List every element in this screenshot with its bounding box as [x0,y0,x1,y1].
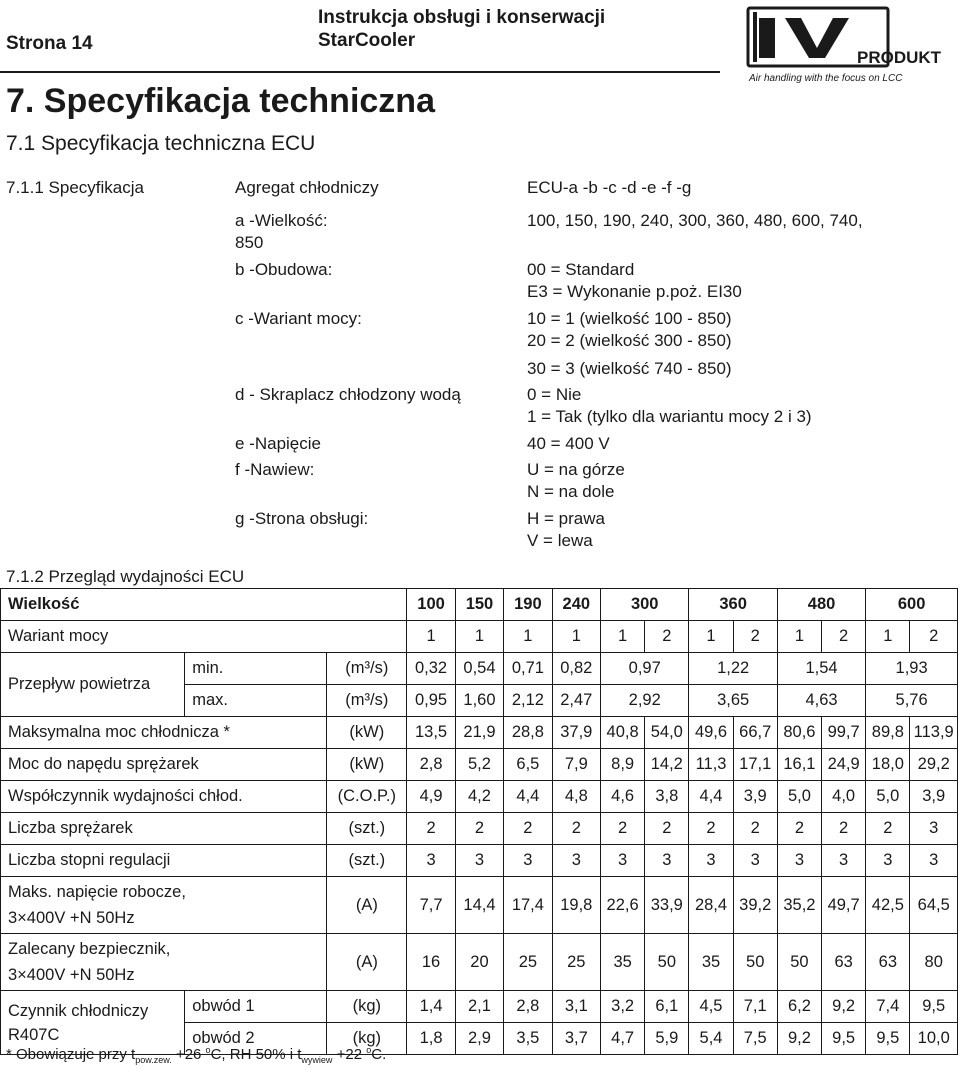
row-value: 63 [822,934,866,991]
refrigerant-label-line2: R407C [8,1025,60,1044]
row-value: 21,9 [455,717,503,749]
row-value: 80,6 [777,717,821,749]
row-value: 3 [910,813,958,845]
document-title-line1: Instrukcja obsługi i konserwacji [318,7,606,28]
row-label [1,934,327,991]
variant-value: 2 [645,621,689,653]
row-value: 2 [601,813,645,845]
table-row [1,845,958,877]
row-label-line1: Zalecany bezpiecznik, [8,940,171,958]
variant-label: Wariant mocy [1,621,407,653]
airflow-max-value: 2,92 [601,685,689,717]
row-value: 3 [689,845,733,877]
row-unit: (A) [327,934,407,991]
row-value: 39,2 [733,877,777,934]
airflow-min-value: 1,54 [777,653,865,685]
row-value: 28,4 [689,877,733,934]
row-value: 17,4 [504,877,552,934]
row-value: 3 [552,845,600,877]
size-value: 240 [552,589,600,621]
subsection-heading: 7.1 Specyfikacja techniczna ECU [6,132,316,155]
airflow-min-value: 1,22 [689,653,777,685]
row-value: 37,9 [552,717,600,749]
row-value: 2,8 [407,749,455,781]
row-value: 40,8 [601,717,645,749]
variant-value: 1 [689,621,733,653]
row-value: 3 [910,845,958,877]
row-value: 14,4 [455,877,503,934]
circuit2-value: 10,0 [910,1023,958,1055]
circuit2-value: 4,7 [601,1023,645,1055]
row-value: 6,5 [504,749,552,781]
airflow-max-value: 5,76 [866,685,958,717]
size-value: 360 [689,589,777,621]
row-value: 18,0 [866,749,910,781]
iv-produkt-logo [745,4,942,84]
spec-e-value: 40 = 400 V [527,434,610,453]
table-row-airflow-min [1,653,958,685]
row-label: Moc do napędu sprężarek [1,749,327,781]
circuit2-value: 9,2 [777,1023,821,1055]
spec-d-value2: 1 = Tak (tylko dla wariantu mocy 2 i 3) [527,407,812,426]
variant-value: 1 [455,621,503,653]
circuit2-label: obwód 2 [185,1023,327,1055]
table-row-variant [1,621,958,653]
row-label [1,877,327,934]
row-value: 50 [777,934,821,991]
spec-c-label: c -Wariant mocy: [235,309,362,328]
row-label: Współczynnik wydajności chłod. [1,781,327,813]
row-value: 4,4 [504,781,552,813]
spec-col2-heading: ECU-a -b -c -d -e -f -g [527,178,692,197]
spec-a-label: a -Wielkość: [235,211,328,230]
airflow-max-value: 4,63 [777,685,865,717]
row-value: 16,1 [777,749,821,781]
row-label: Maksymalna moc chłodnicza * [1,717,327,749]
row-value: 19,8 [552,877,600,934]
row-unit: (kW) [327,749,407,781]
variant-value: 2 [733,621,777,653]
variant-value: 2 [910,621,958,653]
row-value: 2 [866,813,910,845]
spec-f-value2: N = na dole [527,482,615,501]
table-row-refrigerant-1 [1,991,958,1023]
row-value: 3 [822,845,866,877]
circuit1-label: obwód 1 [185,991,327,1023]
row-value: 16 [407,934,455,991]
logo-tagline: Air handling with the focus on LCC [749,73,903,84]
spec-col1-heading: Agregat chłodniczy [235,178,379,197]
table-row-tall [1,934,958,991]
airflow-label: Przepływ powietrza [1,653,185,717]
circuit2-value: 9,5 [822,1023,866,1055]
row-value: 4,6 [601,781,645,813]
circuit1-value: 6,1 [645,991,689,1023]
row-value: 2 [645,813,689,845]
circuit2-value: 5,4 [689,1023,733,1055]
spec-d-label: d - Skraplacz chłodzony wodą [235,385,461,404]
spec-d-value1: 0 = Nie [527,385,582,404]
circuit1-value: 1,4 [407,991,455,1023]
row-value: 5,2 [455,749,503,781]
row-value: 2 [407,813,455,845]
row-value: 4,8 [552,781,600,813]
row-value: 13,5 [407,717,455,749]
size-value: 190 [504,589,552,621]
size-value: 600 [866,589,958,621]
row-label-line1: Maks. napięcie robocze, [8,883,186,901]
row-value: 20 [455,934,503,991]
spec-b-value1: 00 = Standard [527,260,635,279]
footnote: * Obowiązuje przy $t_{pow.zew.} +26$ $^o$C, RH 50% i $t_{wywiew} +22$ $^o$C. [6,1045,387,1065]
spec-g-value2: V = lewa [527,531,593,550]
row-label-line2: 3×400V +N 50Hz [8,909,135,927]
row-value: 113,9 [910,717,958,749]
size-value: 300 [601,589,689,621]
row-label-line2: 3×400V +N 50Hz [8,966,135,984]
row-value: 17,1 [733,749,777,781]
spec-c-value1: 10 = 1 (wielkość 100 - 850) [527,309,732,328]
circuit2-value: 5,9 [645,1023,689,1055]
row-label: Liczba stopni regulacji [1,845,327,877]
document-title [318,6,605,52]
airflow-min-value: 0,32 [407,653,455,685]
circuit1-value: 9,2 [822,991,866,1023]
row-value: 33,9 [645,877,689,934]
header-rule [0,71,720,73]
row-value: 3,9 [910,781,958,813]
row-unit: (C.O.P.) [327,781,407,813]
table-row-tall [1,877,958,934]
row-unit: (szt.) [327,813,407,845]
variant-value: 1 [777,621,821,653]
performance-heading: 7.1.2 Przegląd wydajności ECU [6,567,245,586]
airflow-min-value: 0,97 [601,653,689,685]
variant-value: 1 [407,621,455,653]
row-value: 2 [455,813,503,845]
refrigerant-label-line1: Czynnik chłodniczy [8,1001,149,1020]
row-value: 2 [822,813,866,845]
row-value: 35 [689,934,733,991]
row-unit: (szt.) [327,845,407,877]
row-value: 7,9 [552,749,600,781]
spec-b-label: b -Obudowa: [235,260,333,279]
row-value: 3 [866,845,910,877]
circuit1-value: 3,1 [552,991,600,1023]
circuit2-value: 2,9 [455,1023,503,1055]
spec-b-value2: E3 = Wykonanie p.poż. EI30 [527,282,742,301]
row-value: 42,5 [866,877,910,934]
row-value: 4,4 [689,781,733,813]
row-value: 3 [407,845,455,877]
row-value: 4,2 [455,781,503,813]
section-heading: 7. Specyfikacja techniczna [6,82,435,120]
document-title-line2: StarCooler [318,30,416,51]
variant-value: 1 [601,621,645,653]
table-row [1,781,958,813]
row-value: 49,7 [822,877,866,934]
circuit1-value: 2,8 [504,991,552,1023]
row-unit: (kW) [327,717,407,749]
row-value: 3 [601,845,645,877]
page-number: Strona 14 [6,33,93,54]
spec-g-value1: H = prawa [527,509,605,528]
row-value: 3,9 [733,781,777,813]
row-value: 2 [504,813,552,845]
row-value: 50 [645,934,689,991]
row-value: 22,6 [601,877,645,934]
row-value: 64,5 [910,877,958,934]
row-value: 3,8 [645,781,689,813]
airflow-min-label: min. [185,653,327,685]
variant-value: 1 [866,621,910,653]
row-value: 25 [552,934,600,991]
airflow-min-value: 0,54 [455,653,503,685]
row-value: 35 [601,934,645,991]
airflow-min-value: 0,71 [504,653,552,685]
row-value: 3 [733,845,777,877]
size-value: 100 [407,589,455,621]
spec-g-label: g -Strona obsługi: [235,509,369,528]
spec-c-value3: 30 = 3 (wielkość 740 - 850) [527,359,732,378]
circuit1-value: 3,2 [601,991,645,1023]
airflow-max-value: 2,47 [552,685,600,717]
spec-e-label: e -Napięcie [235,434,321,453]
row-value: 35,2 [777,877,821,934]
row-value: 54,0 [645,717,689,749]
row-value: 2 [552,813,600,845]
row-value: 24,9 [822,749,866,781]
airflow-unit: (m³/s) [327,685,407,717]
size-value: 480 [777,589,865,621]
row-value: 66,7 [733,717,777,749]
circuit1-value: 6,2 [777,991,821,1023]
row-value: 3 [455,845,503,877]
circuit2-value: 3,5 [504,1023,552,1055]
row-value: 3 [504,845,552,877]
row-value: 3 [777,845,821,877]
row-value: 2 [733,813,777,845]
row-label: Liczba sprężarek [1,813,327,845]
logo-text: PRODUKT [857,48,942,67]
refrigerant-unit: (kg) [327,1023,407,1055]
row-value: 49,6 [689,717,733,749]
row-value: 2 [777,813,821,845]
airflow-min-value: 0,82 [552,653,600,685]
row-value: 5,0 [777,781,821,813]
row-value: 8,9 [601,749,645,781]
variant-value: 1 [504,621,552,653]
row-value: 29,2 [910,749,958,781]
circuit2-value: 3,7 [552,1023,600,1055]
row-value: 4,0 [822,781,866,813]
row-value: 63 [866,934,910,991]
performance-table-body [1,589,958,1055]
performance-table [0,588,958,1055]
row-value: 50 [733,934,777,991]
row-value: 5,0 [866,781,910,813]
spec-f-value1: U = na górze [527,460,625,479]
row-unit: (A) [327,877,407,934]
row-value: 25 [504,934,552,991]
circuit1-value: 9,5 [910,991,958,1023]
row-value: 11,3 [689,749,733,781]
circuit2-value: 9,5 [866,1023,910,1055]
row-value: 28,8 [504,717,552,749]
table-row [1,717,958,749]
table-row-size [1,589,958,621]
spec-c-value2: 20 = 2 (wielkość 300 - 850) [527,331,732,350]
refrigerant-unit: (kg) [327,991,407,1023]
size-value: 150 [455,589,503,621]
row-value: 99,7 [822,717,866,749]
spec-a-value-wrap: 850 [235,233,264,252]
row-value: 3 [645,845,689,877]
row-value: 4,9 [407,781,455,813]
airflow-max-value: 0,95 [407,685,455,717]
row-value: 14,2 [645,749,689,781]
circuit1-value: 7,1 [733,991,777,1023]
spec-heading: 7.1.1 Specyfikacja [6,178,144,197]
row-value: 80 [910,934,958,991]
circuit2-value: 1,8 [407,1023,455,1055]
spec-a-value: 100, 150, 190, 240, 300, 360, 480, 600, 740, [527,211,863,230]
circuit2-value: 7,5 [733,1023,777,1055]
variant-value: 2 [822,621,866,653]
spec-f-label: f -Nawiew: [235,460,315,479]
circuit1-value: 2,1 [455,991,503,1023]
airflow-min-value: 1,93 [866,653,958,685]
circuit1-value: 4,5 [689,991,733,1023]
airflow-unit: (m³/s) [327,653,407,685]
airflow-max-value: 3,65 [689,685,777,717]
row-value: 89,8 [866,717,910,749]
variant-value: 1 [552,621,600,653]
row-value: 2 [689,813,733,845]
airflow-max-label: max. [185,685,327,717]
size-label: Wielkość [1,589,407,621]
airflow-max-value: 1,60 [455,685,503,717]
table-row [1,749,958,781]
circuit1-value: 7,4 [866,991,910,1023]
table-row [1,813,958,845]
airflow-max-value: 2,12 [504,685,552,717]
row-value: 7,7 [407,877,455,934]
